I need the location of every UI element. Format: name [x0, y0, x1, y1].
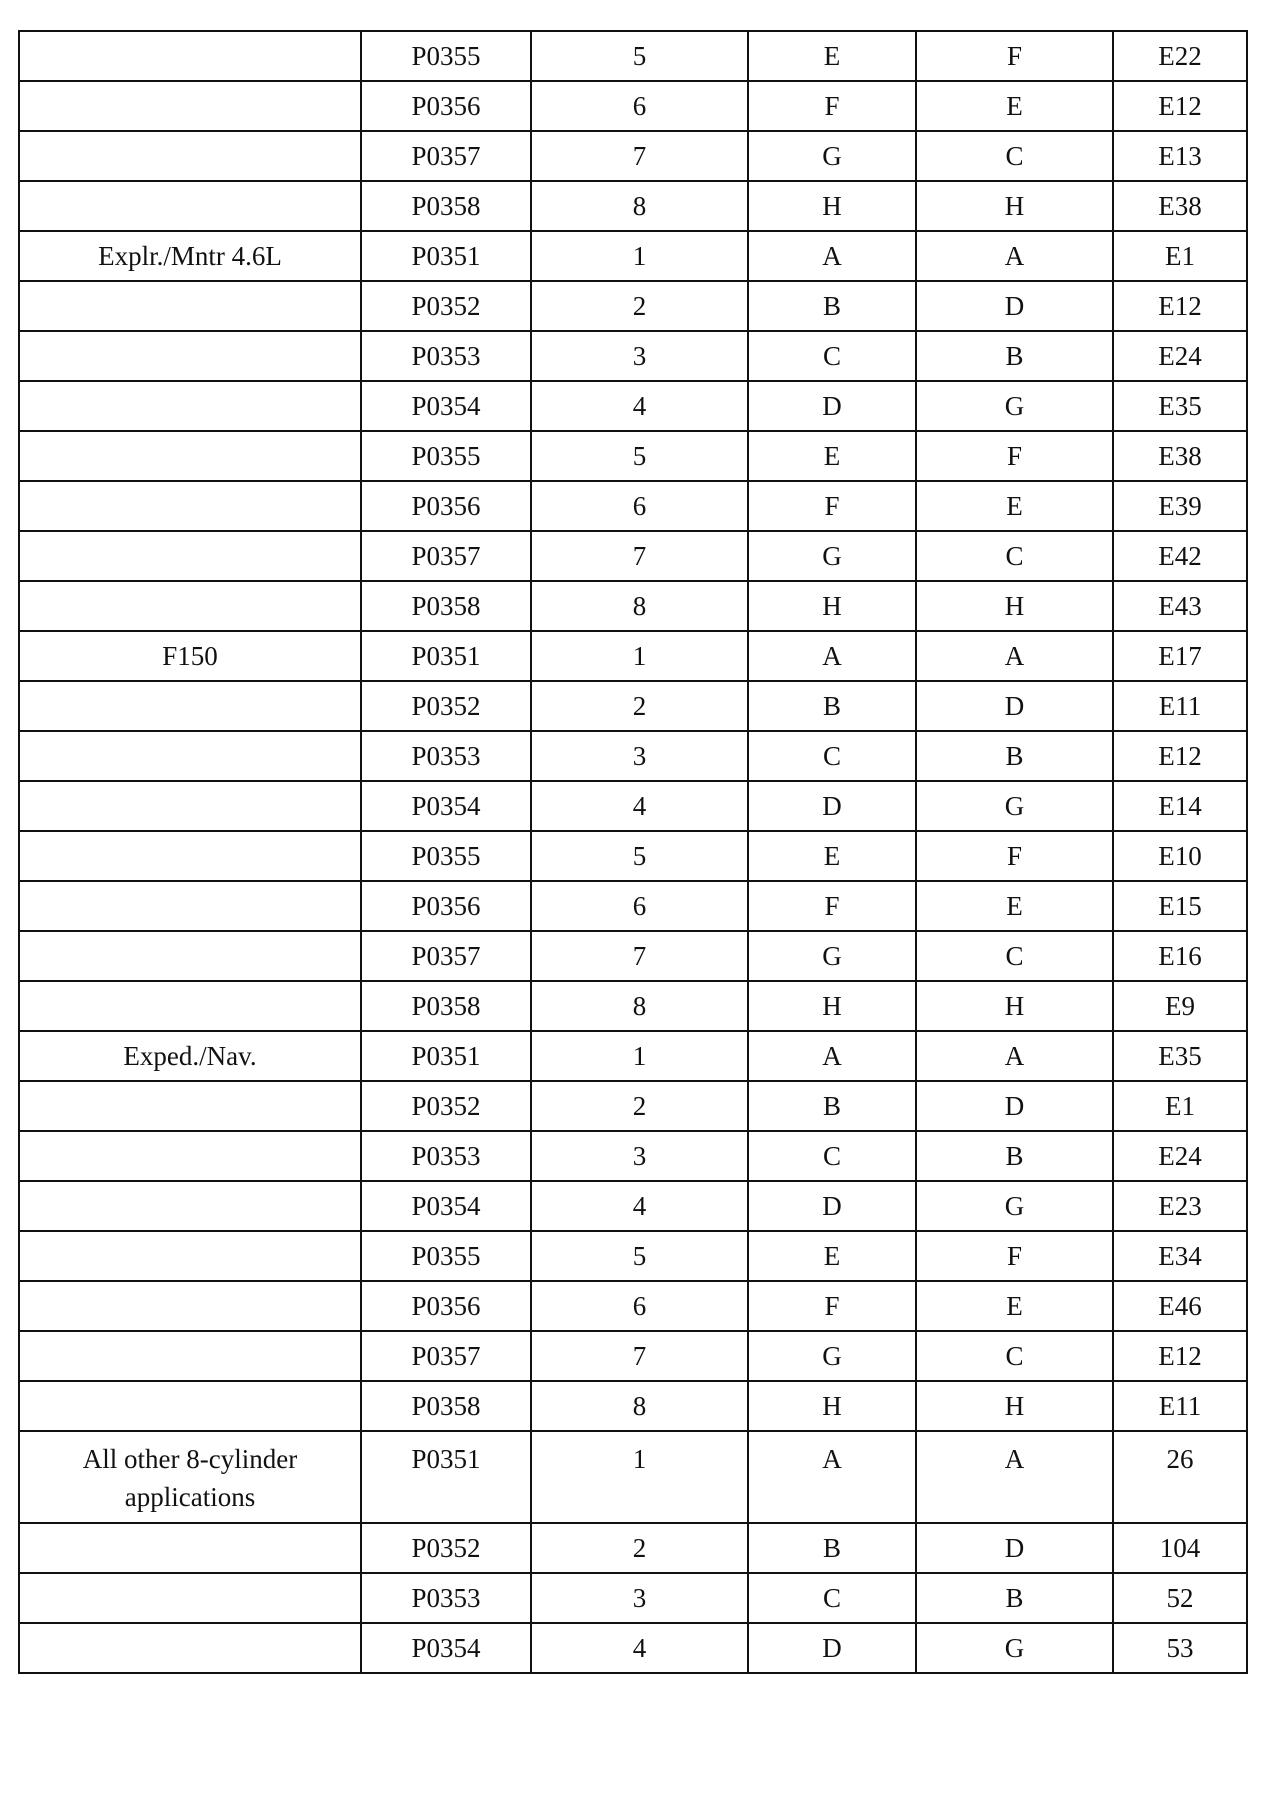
- application-cell: [19, 431, 361, 481]
- column-5-cell: H: [916, 981, 1113, 1031]
- code-cell: P0352: [361, 1081, 531, 1131]
- column-4-cell: C: [748, 1573, 916, 1623]
- code-cell: P0353: [361, 1131, 531, 1181]
- table-row: [19, 981, 1247, 1031]
- application-cell: All other 8-cylinder applications: [19, 1431, 361, 1523]
- column-4-cell: H: [748, 181, 916, 231]
- column-6-cell: E14: [1113, 781, 1247, 831]
- column-5-cell: C: [916, 931, 1113, 981]
- column-4-cell: H: [748, 581, 916, 631]
- application-cell: [19, 1381, 361, 1431]
- cylinder-cell: 5: [531, 831, 748, 881]
- application-cell: [19, 31, 361, 81]
- code-cell: P0358: [361, 1381, 531, 1431]
- column-6-cell: E12: [1113, 1331, 1247, 1381]
- column-6-cell: 26: [1113, 1431, 1247, 1523]
- column-4-cell: F: [748, 881, 916, 931]
- code-cell: P0351: [361, 1031, 531, 1081]
- application-cell: [19, 881, 361, 931]
- column-4-cell: B: [748, 1081, 916, 1131]
- application-cell: [19, 181, 361, 231]
- column-6-cell: E1: [1113, 231, 1247, 281]
- table-row: [19, 731, 1247, 781]
- column-5-cell: D: [916, 1081, 1113, 1131]
- application-cell: [19, 381, 361, 431]
- application-cell: [19, 1181, 361, 1231]
- cylinder-cell: 1: [531, 1031, 748, 1081]
- table-row: [19, 381, 1247, 431]
- column-6-cell: E39: [1113, 481, 1247, 531]
- column-5-cell: F: [916, 431, 1113, 481]
- table-row: [19, 1131, 1247, 1181]
- table-row: [19, 431, 1247, 481]
- cylinder-cell: 1: [531, 231, 748, 281]
- code-cell: P0356: [361, 481, 531, 531]
- application-cell: [19, 831, 361, 881]
- code-cell: P0352: [361, 681, 531, 731]
- column-4-cell: E: [748, 31, 916, 81]
- column-5-cell: B: [916, 331, 1113, 381]
- column-5-cell: F: [916, 831, 1113, 881]
- column-4-cell: A: [748, 631, 916, 681]
- column-5-cell: G: [916, 1623, 1113, 1673]
- column-6-cell: E42: [1113, 531, 1247, 581]
- table-row: [19, 1573, 1247, 1623]
- cylinder-cell: 2: [531, 281, 748, 331]
- cylinder-cell: 5: [531, 431, 748, 481]
- cylinder-cell: 7: [531, 931, 748, 981]
- table-row: [19, 831, 1247, 881]
- cylinder-cell: 4: [531, 381, 748, 431]
- cylinder-cell: 4: [531, 1181, 748, 1231]
- table-row: [19, 481, 1247, 531]
- cylinder-cell: 4: [531, 1623, 748, 1673]
- column-6-cell: E11: [1113, 681, 1247, 731]
- code-cell: P0354: [361, 781, 531, 831]
- column-6-cell: E24: [1113, 1131, 1247, 1181]
- code-cell: P0353: [361, 1573, 531, 1623]
- column-6-cell: E1: [1113, 1081, 1247, 1131]
- table-row: [19, 581, 1247, 631]
- column-5-cell: E: [916, 481, 1113, 531]
- cylinder-cell: 2: [531, 1081, 748, 1131]
- column-5-cell: E: [916, 881, 1113, 931]
- application-cell: [19, 981, 361, 1031]
- column-6-cell: E22: [1113, 31, 1247, 81]
- column-4-cell: G: [748, 931, 916, 981]
- cylinder-cell: 2: [531, 1523, 748, 1573]
- application-cell: [19, 1523, 361, 1573]
- column-4-cell: C: [748, 331, 916, 381]
- application-cell: [19, 1331, 361, 1381]
- column-6-cell: E38: [1113, 181, 1247, 231]
- application-cell: [19, 681, 361, 731]
- column-5-cell: C: [916, 1331, 1113, 1381]
- column-6-cell: E38: [1113, 431, 1247, 481]
- code-cell: P0358: [361, 981, 531, 1031]
- application-cell: [19, 1231, 361, 1281]
- column-4-cell: C: [748, 1131, 916, 1181]
- table-row: [19, 1623, 1247, 1673]
- column-6-cell: E12: [1113, 731, 1247, 781]
- application-cell: [19, 1131, 361, 1181]
- column-4-cell: A: [748, 231, 916, 281]
- table-row: [19, 31, 1247, 81]
- code-cell: P0357: [361, 1331, 531, 1381]
- table-body: [19, 31, 1247, 1673]
- column-5-cell: C: [916, 531, 1113, 581]
- column-6-cell: E13: [1113, 131, 1247, 181]
- table-row: [19, 1431, 1247, 1523]
- cylinder-cell: 4: [531, 781, 748, 831]
- cylinder-cell: 5: [531, 1231, 748, 1281]
- cylinder-cell: 8: [531, 981, 748, 1031]
- column-4-cell: F: [748, 1281, 916, 1331]
- application-cell: [19, 1623, 361, 1673]
- table-row: [19, 231, 1247, 281]
- column-6-cell: E35: [1113, 381, 1247, 431]
- column-5-cell: H: [916, 1381, 1113, 1431]
- column-4-cell: F: [748, 481, 916, 531]
- column-4-cell: G: [748, 531, 916, 581]
- column-6-cell: E12: [1113, 81, 1247, 131]
- table-row: [19, 1523, 1247, 1573]
- code-cell: P0356: [361, 81, 531, 131]
- column-6-cell: E35: [1113, 1031, 1247, 1081]
- column-5-cell: B: [916, 1131, 1113, 1181]
- code-cell: P0351: [361, 231, 531, 281]
- code-cell: P0352: [361, 281, 531, 331]
- cylinder-cell: 5: [531, 31, 748, 81]
- cylinder-cell: 6: [531, 1281, 748, 1331]
- application-cell: [19, 931, 361, 981]
- table-row: [19, 1181, 1247, 1231]
- cylinder-cell: 3: [531, 731, 748, 781]
- column-5-cell: D: [916, 681, 1113, 731]
- application-cell: [19, 531, 361, 581]
- cylinder-cell: 6: [531, 81, 748, 131]
- column-5-cell: E: [916, 81, 1113, 131]
- column-5-cell: E: [916, 1281, 1113, 1331]
- column-6-cell: E15: [1113, 881, 1247, 931]
- column-6-cell: E11: [1113, 1381, 1247, 1431]
- code-cell: P0353: [361, 331, 531, 381]
- code-cell: P0355: [361, 1231, 531, 1281]
- code-cell: P0354: [361, 381, 531, 431]
- column-6-cell: E10: [1113, 831, 1247, 881]
- column-6-cell: E46: [1113, 1281, 1247, 1331]
- column-6-cell: E16: [1113, 931, 1247, 981]
- column-5-cell: A: [916, 231, 1113, 281]
- column-4-cell: H: [748, 981, 916, 1031]
- column-5-cell: D: [916, 1523, 1113, 1573]
- column-5-cell: F: [916, 31, 1113, 81]
- table-row: [19, 1381, 1247, 1431]
- table-row: [19, 331, 1247, 381]
- table-row: [19, 1081, 1247, 1131]
- application-cell: [19, 1081, 361, 1131]
- application-cell: Exped./Nav.: [19, 1031, 361, 1081]
- application-cell: [19, 1281, 361, 1331]
- column-5-cell: H: [916, 581, 1113, 631]
- table-row: [19, 1031, 1247, 1081]
- table-row: [19, 1281, 1247, 1331]
- cylinder-cell: 1: [531, 1431, 748, 1523]
- column-5-cell: D: [916, 281, 1113, 331]
- cylinder-cell: 2: [531, 681, 748, 731]
- application-cell: Explr./Mntr 4.6L: [19, 231, 361, 281]
- cylinder-cell: 3: [531, 1573, 748, 1623]
- table-row: [19, 1331, 1247, 1381]
- column-5-cell: B: [916, 731, 1113, 781]
- code-cell: P0355: [361, 831, 531, 881]
- cylinder-cell: 3: [531, 331, 748, 381]
- cylinder-cell: 1: [531, 631, 748, 681]
- code-cell: P0351: [361, 1431, 531, 1523]
- column-5-cell: B: [916, 1573, 1113, 1623]
- application-cell: [19, 131, 361, 181]
- table-row: [19, 1231, 1247, 1281]
- code-cell: P0357: [361, 131, 531, 181]
- code-cell: P0355: [361, 431, 531, 481]
- cylinder-cell: 7: [531, 131, 748, 181]
- code-cell: P0353: [361, 731, 531, 781]
- column-4-cell: F: [748, 81, 916, 131]
- cylinder-cell: 7: [531, 531, 748, 581]
- column-4-cell: A: [748, 1031, 916, 1081]
- column-5-cell: G: [916, 1181, 1113, 1231]
- column-6-cell: E24: [1113, 331, 1247, 381]
- table-row: [19, 531, 1247, 581]
- code-cell: P0358: [361, 181, 531, 231]
- column-4-cell: B: [748, 281, 916, 331]
- code-cell: P0356: [361, 1281, 531, 1331]
- application-cell: [19, 1573, 361, 1623]
- column-4-cell: E: [748, 1231, 916, 1281]
- table-row: [19, 281, 1247, 331]
- column-4-cell: B: [748, 1523, 916, 1573]
- table-row: [19, 781, 1247, 831]
- cylinder-cell: 8: [531, 1381, 748, 1431]
- column-4-cell: E: [748, 831, 916, 881]
- column-4-cell: G: [748, 1331, 916, 1381]
- column-4-cell: D: [748, 1623, 916, 1673]
- application-cell: [19, 731, 361, 781]
- column-4-cell: H: [748, 1381, 916, 1431]
- code-cell: P0358: [361, 581, 531, 631]
- application-cell: [19, 481, 361, 531]
- application-cell: [19, 581, 361, 631]
- column-5-cell: G: [916, 781, 1113, 831]
- column-5-cell: G: [916, 381, 1113, 431]
- column-4-cell: G: [748, 131, 916, 181]
- application-cell: [19, 281, 361, 331]
- column-4-cell: E: [748, 431, 916, 481]
- code-cell: P0352: [361, 1523, 531, 1573]
- code-cell: P0357: [361, 931, 531, 981]
- code-cell: P0354: [361, 1181, 531, 1231]
- column-6-cell: 53: [1113, 1623, 1247, 1673]
- cylinder-cell: 8: [531, 581, 748, 631]
- column-4-cell: D: [748, 1181, 916, 1231]
- column-5-cell: F: [916, 1231, 1113, 1281]
- table-row: [19, 181, 1247, 231]
- code-cell: P0356: [361, 881, 531, 931]
- cylinder-cell: 6: [531, 481, 748, 531]
- column-6-cell: E43: [1113, 581, 1247, 631]
- table-row: [19, 631, 1247, 681]
- cylinder-cell: 8: [531, 181, 748, 231]
- column-6-cell: E17: [1113, 631, 1247, 681]
- cylinder-cell: 6: [531, 881, 748, 931]
- table-row: [19, 131, 1247, 181]
- column-5-cell: A: [916, 1031, 1113, 1081]
- column-6-cell: 52: [1113, 1573, 1247, 1623]
- code-cell: P0351: [361, 631, 531, 681]
- table-row: [19, 681, 1247, 731]
- application-cell: F150: [19, 631, 361, 681]
- application-cell: [19, 781, 361, 831]
- column-5-cell: C: [916, 131, 1113, 181]
- table-row: [19, 931, 1247, 981]
- code-cell: P0357: [361, 531, 531, 581]
- code-cell: P0354: [361, 1623, 531, 1673]
- column-4-cell: A: [748, 1431, 916, 1523]
- cylinder-cell: 7: [531, 1331, 748, 1381]
- cylinder-cell: 3: [531, 1131, 748, 1181]
- column-5-cell: H: [916, 181, 1113, 231]
- table-row: [19, 881, 1247, 931]
- column-6-cell: E12: [1113, 281, 1247, 331]
- column-4-cell: B: [748, 681, 916, 731]
- application-cell: [19, 331, 361, 381]
- application-cell: [19, 81, 361, 131]
- column-6-cell: 104: [1113, 1523, 1247, 1573]
- column-4-cell: D: [748, 781, 916, 831]
- code-cell: P0355: [361, 31, 531, 81]
- column-6-cell: E23: [1113, 1181, 1247, 1231]
- column-5-cell: A: [916, 1431, 1113, 1523]
- table-row: [19, 81, 1247, 131]
- column-6-cell: E34: [1113, 1231, 1247, 1281]
- column-4-cell: D: [748, 381, 916, 431]
- column-4-cell: C: [748, 731, 916, 781]
- column-6-cell: E9: [1113, 981, 1247, 1031]
- column-5-cell: A: [916, 631, 1113, 681]
- data-table: [18, 30, 1248, 1674]
